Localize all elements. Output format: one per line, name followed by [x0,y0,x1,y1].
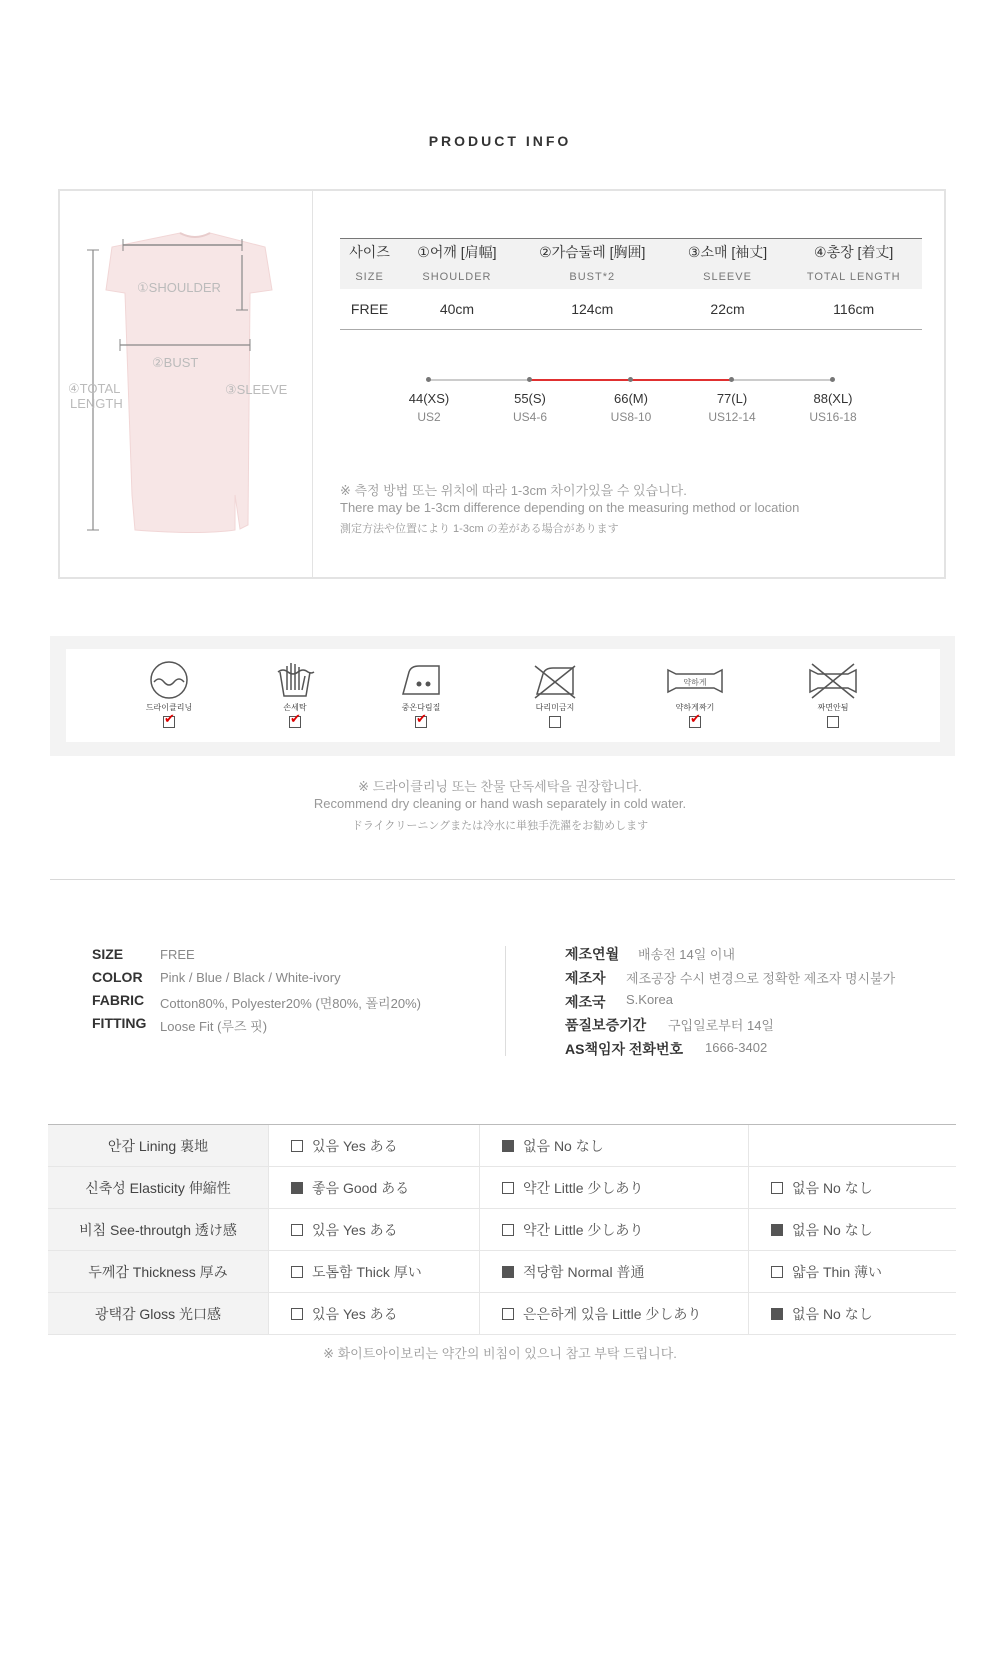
option-label: 있음 Yes ある [312,1305,398,1322]
shoulder-header: ①어깨 [肩幅] [399,239,515,266]
scale-label: 55(S) [514,391,546,406]
option-checkbox[interactable] [291,1308,303,1320]
length-subheader: TOTAL LENGTH [785,265,922,289]
care-label: 손세탁 [283,703,307,712]
care-item-no-wring [783,660,883,733]
spec-value-mfg-date: 배송전 14일 이내 [638,947,736,962]
iron-medium-icon [399,660,443,700]
option-checkbox[interactable] [502,1224,514,1236]
scale-us: US12-14 [708,410,756,424]
option-label: 있음 Yes ある [312,1137,398,1154]
no-iron-icon [533,660,577,700]
table-row [48,1209,956,1251]
option-label: 없음 No なし [792,1305,873,1322]
spec-divider [505,946,506,1056]
spec-label-fitting: FITTING [92,1015,147,1031]
attribute-table [48,1124,956,1335]
care-label: 드라이클리닝 [145,703,193,712]
page-title: PRODUCT INFO [428,133,572,149]
attr-label: 안감 Lining 裏地 [48,1125,269,1167]
option-checkbox[interactable] [771,1308,783,1320]
option-checkbox[interactable] [502,1140,514,1152]
scale-label: 77(L) [716,391,748,406]
table-row [48,1125,956,1167]
scale-dot [729,377,734,382]
hand-wash-icon [274,660,316,700]
attr-option[interactable] [480,1293,749,1335]
check-mark-icon: ✔ [164,711,175,726]
scale-label: 66(M) [614,391,648,406]
attr-option[interactable] [269,1167,480,1209]
spec-value-size: FREE [160,947,195,962]
spec-label-manufacturer: 제조자 [565,970,606,986]
care-checkbox[interactable] [549,716,561,728]
spec-value-country: S.Korea [626,992,673,1007]
option-checkbox[interactable] [291,1140,303,1152]
check-mark-icon: ✔ [416,711,427,726]
option-label: 은은하게 있음 Little 少しあり [523,1305,702,1322]
length-cell: 116cm [785,289,922,330]
label-total: ④TOTAL [68,381,121,396]
attr-option-empty [749,1125,957,1167]
check-mark-icon: ✔ [690,711,701,726]
option-checkbox[interactable] [502,1182,514,1194]
attr-option[interactable] [480,1167,749,1209]
spec-value-color: Pink / Blue / Black / White-ivory [160,970,341,985]
care-checkbox[interactable] [415,711,427,728]
scale-dot [830,377,835,382]
table-row [48,1293,956,1335]
scale-dot [426,377,431,382]
label-length: LENGTH [70,396,123,411]
attr-option[interactable] [749,1209,957,1251]
bust-cell: 124cm [515,289,670,330]
option-label: 약간 Little 少しあり [523,1221,644,1238]
attr-option[interactable] [749,1293,957,1335]
spec-label-size: SIZE [92,946,124,962]
attr-option[interactable] [749,1167,957,1209]
dry-clean-icon [148,660,190,700]
gentle-wring-icon [666,660,724,700]
spec-value-fitting: Loose Fit (루즈 핏) [160,1019,268,1034]
spec-label-as-phone: AS책임자 전화번호 [565,1041,684,1057]
attr-option[interactable] [269,1251,480,1293]
shoulder-cell: 40cm [399,289,515,330]
scale-dot [628,377,633,382]
care-note-en: Recommend dry cleaning or hand wash separately in cold water. [313,796,687,811]
spec-value-manufacturer: 제조공장 수시 변경으로 정확한 제조자 명시불가 [626,971,896,986]
care-item-no-iron [505,660,605,733]
option-checkbox[interactable] [502,1308,514,1320]
scale-us: US4-6 [512,410,547,424]
bust-header: ②가슴둘레 [胸囲] [515,239,670,266]
option-checkbox[interactable] [291,1224,303,1236]
table-row [340,289,922,330]
option-checkbox[interactable] [291,1266,303,1278]
sleeve-header: ③소매 [袖丈] [670,239,786,266]
attr-option[interactable] [480,1251,749,1293]
care-label: 중온다림질 [401,703,441,712]
option-checkbox[interactable] [771,1266,783,1278]
attr-option[interactable] [269,1209,480,1251]
spec-label-color: COLOR [92,969,143,985]
spec-label-warranty: 품질보증기간 [565,1017,647,1033]
attr-option[interactable] [480,1209,749,1251]
table-row [48,1167,956,1209]
section-divider [50,879,955,880]
scale-dot [527,377,532,382]
spec-value-as-phone: 1666-3402 [705,1040,768,1055]
bust-subheader: BUST*2 [515,265,670,289]
care-item-dry-clean [119,660,219,733]
attr-label: 광택감 Gloss 光口感 [48,1293,269,1335]
measure-note-en: There may be 1-3cm difference depending on the measuring method or location [340,500,800,515]
attr-label: 두께감 Thickness 厚み [48,1251,269,1293]
care-checkbox[interactable] [827,716,839,728]
spec-value-fabric: Cotton80%, Polyester20% (면80%, 폴리20%) [160,996,421,1011]
shoulder-subheader: SHOULDER [399,265,515,289]
scale-us: US16-18 [809,410,857,424]
spec-label-mfg-date: 제조연월 [565,946,620,962]
size-subheader: SIZE [340,265,399,289]
care-note-ko: ※ 드라이클리닝 또는 찬물 단독세탁을 권장합니다. [358,779,642,794]
sleeve-cell: 22cm [670,289,786,330]
measure-note-ko: ※ 측정 방법 또는 위치에 따라 1-3cm 차이가있을 수 있습니다. [340,483,687,498]
option-checkbox[interactable] [771,1182,783,1194]
length-header: ④총장 [着丈] [785,239,922,266]
option-label: 적당함 Normal 普通 [523,1263,645,1280]
scale-us: US2 [417,410,441,424]
care-checkbox[interactable] [689,711,701,728]
attr-option[interactable] [269,1125,480,1167]
spec-value-warranty: 구입일로부터 14일 [668,1018,774,1033]
label-shoulder: ①SHOULDER [137,280,221,295]
attr-label: 비침 See-throutgh 透け感 [48,1209,269,1251]
info-divider [312,189,313,579]
option-label: 없음 No なし [792,1179,873,1196]
option-checkbox[interactable] [291,1182,303,1194]
option-label: 얇음 Thin 薄い [792,1263,883,1280]
table-row [48,1251,956,1293]
svg-text:약하게: 약하게 [683,678,707,687]
spec-label-country: 제조국 [565,994,606,1010]
option-label: 없음 No なし [792,1221,873,1238]
scale-label: 44(XS) [408,391,450,406]
care-checkbox[interactable] [289,711,301,728]
label-sleeve: ③SLEEVE [225,382,288,397]
care-item-gentle-wring [645,660,745,733]
option-label: 약간 Little 少しあり [523,1179,644,1196]
attr-option[interactable] [749,1251,957,1293]
check-mark-icon: ✔ [290,711,301,726]
scale-us: US8-10 [610,410,652,424]
care-note-jp: ドライクリーニングまたは冷水に単独手洗濯をお勧めします [351,820,649,832]
label-bust: ②BUST [152,355,199,370]
sleeve-subheader: SLEEVE [670,265,786,289]
care-label: 짜면안됨 [817,703,849,712]
measure-note-jp: 測定方法や位置により 1-3cm の差がある場合があります [340,523,619,535]
care-label: 다리미금지 [535,703,575,712]
scale-label: 88(XL) [813,391,853,406]
option-checkbox[interactable] [502,1266,514,1278]
care-checkbox[interactable] [163,711,175,728]
size-table [340,238,922,330]
attr-label: 신축성 Elasticity 伸縮性 [48,1167,269,1209]
attr-option[interactable] [480,1125,749,1167]
care-item-iron [371,660,471,733]
spec-label-fabric: FABRIC [92,992,145,1008]
no-wring-icon [808,660,858,700]
option-label: 좋음 Good ある [312,1179,410,1196]
option-label: 있음 Yes ある [312,1221,398,1238]
care-item-hand-wash [245,660,345,733]
attribute-note: ※ 화이트아이보리는 약간의 비침이 있으니 참고 부탁 드립니다. [323,1346,677,1361]
attr-option[interactable] [269,1293,480,1335]
option-label: 없음 No なし [523,1137,604,1154]
option-checkbox[interactable] [771,1224,783,1236]
care-label: 약하게짜기 [675,703,715,712]
size-header: 사이즈 [340,239,399,266]
size-cell: FREE [340,289,399,330]
option-label: 도톰함 Thick 厚い [312,1263,422,1280]
